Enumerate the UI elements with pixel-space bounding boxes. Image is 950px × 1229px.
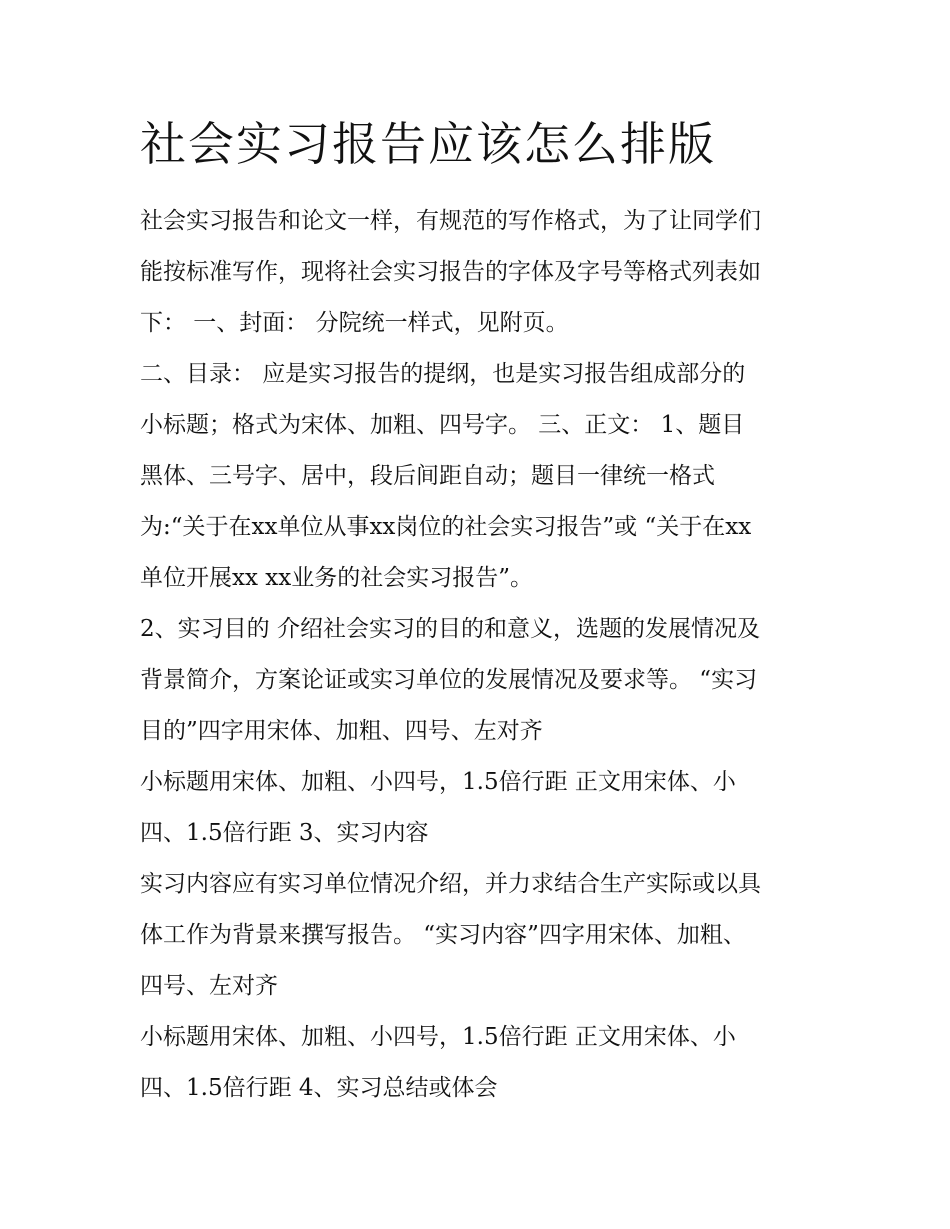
page-title: 社会实习报告应该怎么排版 bbox=[140, 117, 716, 171]
text-line: 实习内容应有实习单位情况介绍，并力求结合生产实际或以具 bbox=[140, 871, 761, 897]
text-line: 小标题用宋体、加粗、小四号，1.5倍行距 正文用宋体、小 bbox=[140, 769, 736, 795]
text-line: 体工作为背景来撰写报告。 “实习内容”四字用宋体、加粗、 bbox=[140, 922, 746, 948]
text-line: 四、1.5倍行距 4、实习总结或体会 bbox=[140, 1075, 498, 1101]
text-line: 小标题；格式为宋体、加粗、四号字。 三、正文： 1、题目 bbox=[140, 412, 745, 438]
text-line: 下： 一、封面： 分院统一样式，见附页。 bbox=[140, 310, 569, 336]
text-line: 单位开展xx xx业务的社会实习报告”。 bbox=[140, 565, 533, 591]
text-line: 社会实习报告和论文一样，有规范的写作格式，为了让同学们 bbox=[140, 208, 761, 234]
text-line: 为:“关于在xx单位从事xx岗位的社会实习报告”或 “关于在xx bbox=[140, 514, 752, 540]
text-line: 2、实习目的 介绍社会实习的目的和意义，选题的发展情况及 bbox=[140, 616, 760, 642]
body-text bbox=[140, 196, 830, 1114]
text-line: 四、1.5倍行距 3、实习内容 bbox=[140, 820, 429, 846]
text-line: 小标题用宋体、加粗、小四号，1.5倍行距 正文用宋体、小 bbox=[140, 1024, 736, 1050]
text-line: 四号、左对齐 bbox=[140, 973, 278, 999]
text-line: 能按标准写作，现将社会实习报告的字体及字号等格式列表如 bbox=[140, 259, 761, 285]
text-line: 目的”四字用宋体、加粗、四号、左对齐 bbox=[140, 718, 543, 744]
text-line: 黑体、三号字、居中，段后间距自动；题目一律统一格式 bbox=[140, 463, 715, 489]
text-line: 背景简介，方案论证或实习单位的发展情况及要求等。 “实习 bbox=[140, 667, 758, 693]
text-line: 二、目录： 应是实习报告的提纲，也是实习报告组成部分的 bbox=[140, 361, 746, 387]
